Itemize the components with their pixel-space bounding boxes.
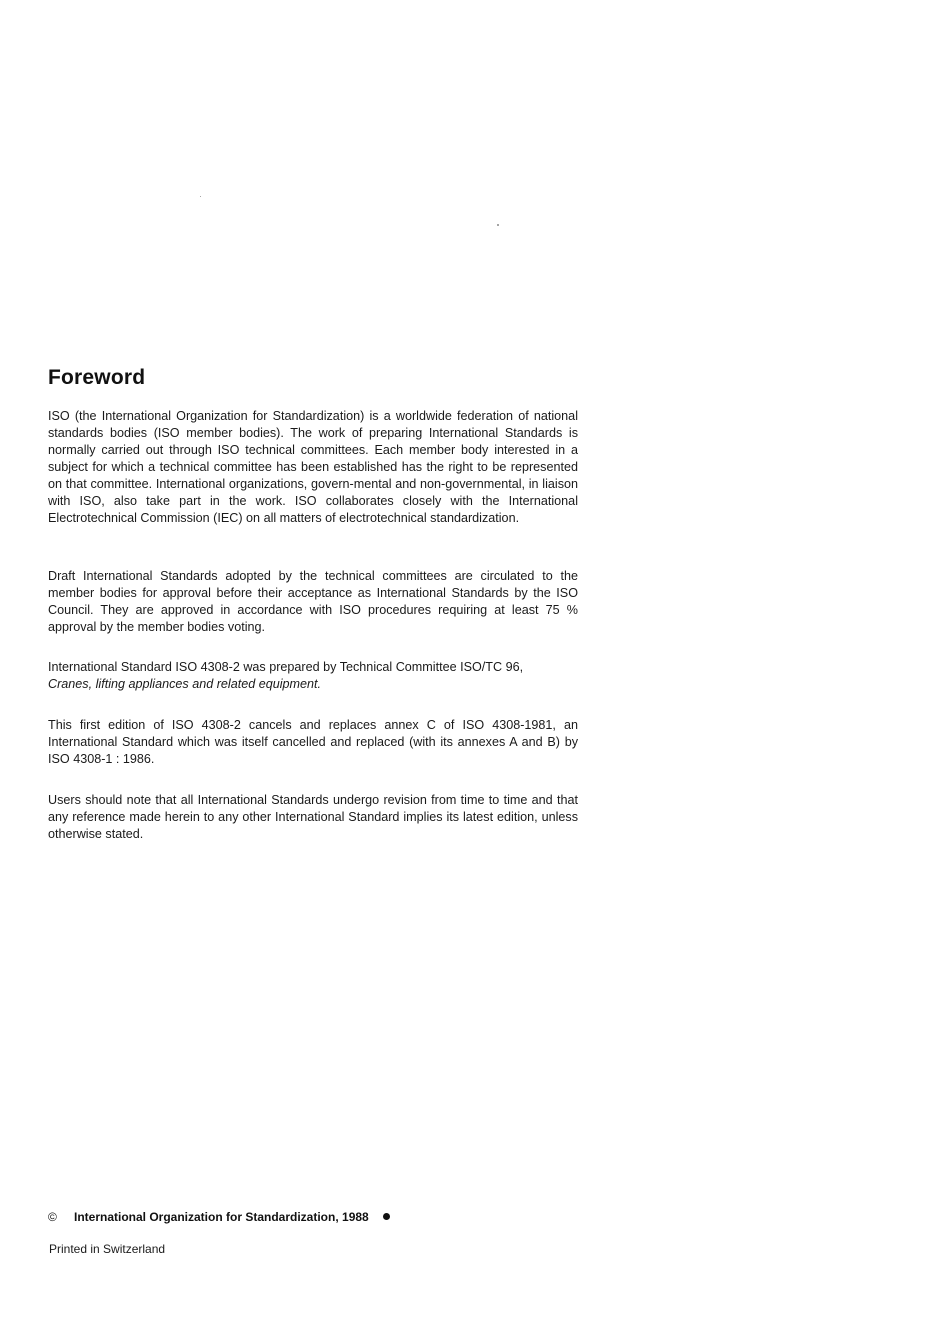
preparation-text: International Standard ISO 4308-2 was prepared by Technical Committee ISO/TC 96, [48,660,524,674]
copyright-line [48,1210,390,1224]
committee-scope-italic: Cranes, lifting appliances and related equipment. [48,677,322,691]
copyright-text: International Organization for Standardization, 1988 [74,1210,369,1224]
paragraph-revision-note: Users should note that all International Standards undergo revision from time to time and that any reference made herein to any other International Standard implies its latest edition, unless otherwise stated. [48,793,578,841]
printed-location: Printed in Switzerland [49,1242,166,1256]
scan-speck [200,196,201,197]
scan-speck [497,224,499,226]
copyright-symbol: © [48,1210,57,1224]
bullet-dot-icon [383,1213,390,1220]
paragraph-edition-note: This first edition of ISO 4308-2 cancels and replaces annex C of ISO 4308-1981, an International Standard which was itself cancelled and replaced (with its annexes A and B) by ISO 4308-1 : 1986. [48,718,578,766]
paragraph-preparation [48,659,578,693]
foreword-heading: Foreword [48,366,146,389]
paragraph-iso-overview: ISO (the International Organization for Standardization) is a worldwide federation of national standards bodies (ISO member bodies). The work of preparing International Standards is normally carried out through ISO technical committees. Each member body interested in a subject for which a technical committee has been established has the right to be represented on that committee. International organizations, govern-mental and non-governmental, in liaison with ISO, also take part in the work. ISO collaborates closely with the International Electrotechnical Commission (IEC) on all matters of electrotechnical standardization. [48,409,578,525]
paragraph-approval-process: Draft International Standards adopted by the technical committees are circulated to the member bodies for approval before their acceptance as International Standards by the ISO Council. They are approved in accordance with ISO procedures requiring at least 75 % approval by the member bodies voting. [48,569,578,634]
